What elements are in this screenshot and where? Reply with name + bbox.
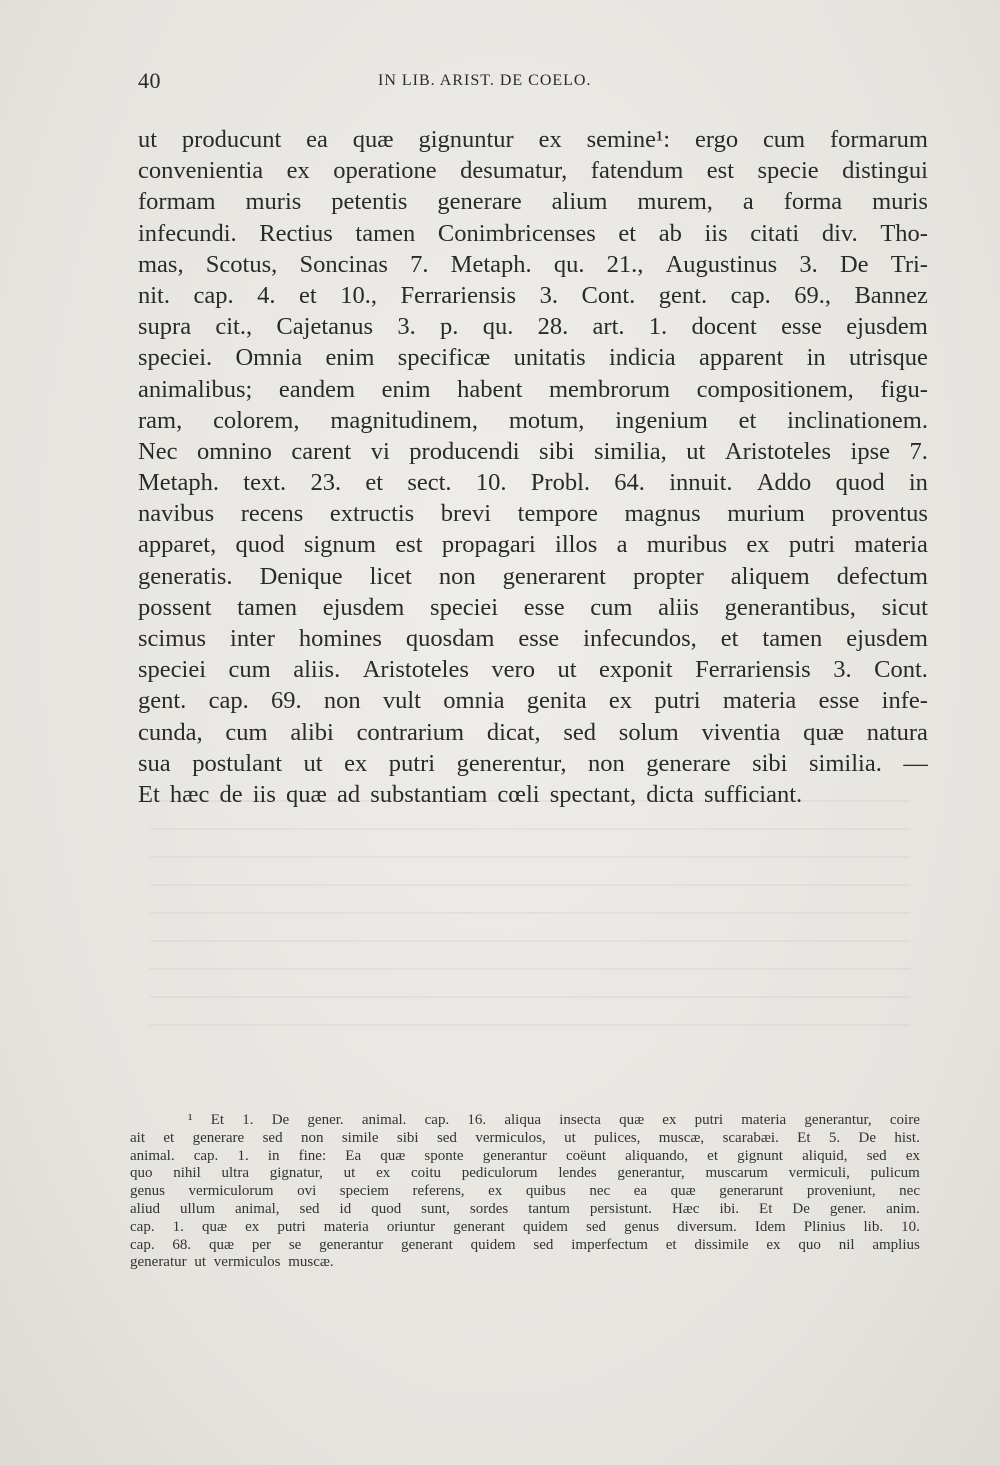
page-number: 40 (138, 68, 161, 93)
footnote-line: quo nihil ultra gignatur, ut ex coitu pediculorum lendes generantur, muscarum vermiculi, pulicum (130, 1165, 920, 1182)
text-line: possent tamen ejusdem speciei esse cum aliis generantibus, sicut (138, 593, 928, 621)
text-line: sua postulant ut ex putri generentur, non generare sibi similia. — (138, 749, 928, 777)
text-line: infecundi. Rectius tamen Conimbricenses et ab iis citati div. Tho- (138, 219, 928, 247)
bleed-through-shadow (150, 800, 910, 1050)
text-line: speciei. Omnia enim specificæ unitatis indicia apparent in utrisque (138, 344, 928, 372)
body-text (138, 124, 928, 810)
text-line: Metaph. text. 23. et sect. 10. Probl. 64. innuit. Addo quod in (138, 469, 928, 497)
footnote-line: animal. cap. 1. in fine: Ea quæ sponte generantur coëunt aliquando, et gignunt aliquid, sed ex (130, 1147, 920, 1164)
footnotes (130, 1112, 920, 1272)
text-line: navibus recens extructis brevi tempore magnus murium proventus (138, 500, 928, 528)
text-line: scimus inter homines quosdam esse infecundos, et tamen ejusdem (138, 625, 928, 652)
text-line: generatis. Denique licet non generarent propter aliquem defectum (138, 562, 928, 590)
text-line: apparet, quod signum est propagari illos a muribus ex putri materia (138, 531, 928, 559)
footnote-line: ait et generare sed non simile sibi sed vermiculos, ut pulices, muscæ, scarabæi. Et 5. De hist. (130, 1129, 920, 1146)
text-line: animalibus; eandem enim habent membrorum compositionem, figu- (138, 375, 928, 403)
text-line: formam muris petentis generare alium murem, a forma muris (138, 188, 928, 216)
text-line: speciei cum aliis. Aristoteles vero ut exponit Ferrariensis 3. Cont. (138, 656, 928, 684)
footnote-line: genus vermiculorum ovi speciem referens, ex quibus nec ea quæ generarunt proveniunt, nec (130, 1183, 920, 1200)
page-header (138, 68, 928, 98)
text-line: ut producunt ea quæ gignuntur ex semine¹: ergo cum formarum (138, 126, 928, 153)
text-line: supra cit., Cajetanus 3. p. qu. 28. art. 1. docent esse ejusdem (138, 313, 928, 341)
text-line: gent. cap. 69. non vult omnia genita ex putri materia esse infe- (138, 687, 928, 715)
running-title: IN LIB. ARIST. DE COELO. (378, 72, 592, 89)
text-line: cunda, cum alibi contrarium dicat, sed solum viventia quæ natura (138, 718, 928, 746)
footnote-line: cap. 1. quæ ex putri materia oriuntur generant quidem sed genus diversum. Idem Plinius lib. 10. (130, 1218, 920, 1235)
text-line: nit. cap. 4. et 10., Ferrariensis 3. Cont. gent. cap. 69., Bannez (138, 281, 928, 309)
footnote-line: generatur ut vermiculos muscæ. (130, 1254, 334, 1271)
footnote-line: cap. 68. quæ per se generantur generant quidem sed imperfectum et dissimile ex quo nil amplius (130, 1236, 920, 1253)
text-line: mas, Scotus, Soncinas 7. Metaph. qu. 21., Augustinus 3. De Tri- (138, 250, 928, 278)
text-line: Nec omnino carent vi producendi sibi similia, ut Aristoteles ipse 7. (138, 437, 928, 465)
footnote-line: ¹ Et 1. De gener. animal. cap. 16. aliqua insecta quæ ex putri materia generantur, coire (188, 1112, 920, 1128)
footnote-line: aliud ullum animal, sed id quod sunt, sordes tantum persistunt. Hæc ibi. Et De gener. anim. (130, 1200, 920, 1217)
text-line: convenientia ex operatione desumatur, fatendum est specie distingui (138, 157, 928, 185)
text-line: ram, colorem, magnitudinem, motum, ingenium et inclinationem. (138, 406, 928, 434)
text-line: Et hæc de iis quæ ad substantiam cœli spectant, dicta sufficiant. (138, 780, 803, 808)
